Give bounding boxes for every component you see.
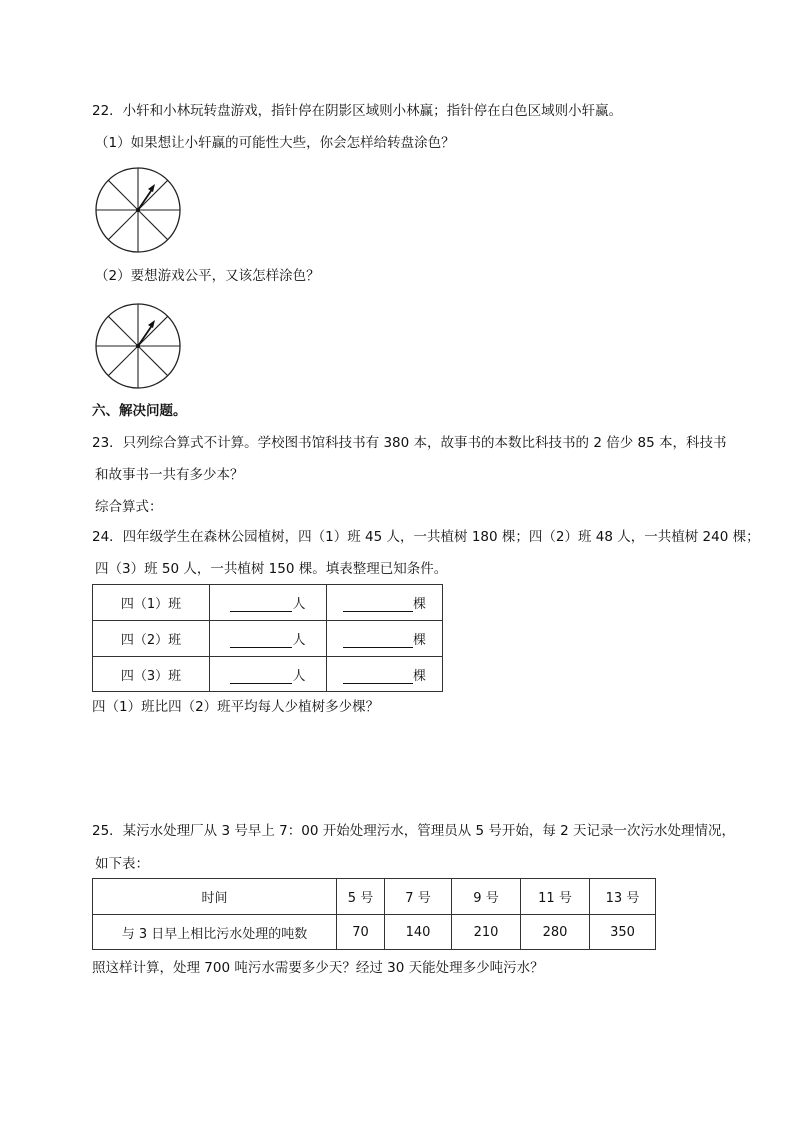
- q25-header-cell: 9 号: [452, 879, 521, 915]
- q24-line2: 四（3）班 50 人，一共植树 150 棵。填表整理已知条件。: [95, 561, 448, 577]
- section-title: 六、解决问题。: [92, 403, 187, 419]
- q25-header-cell: 时间: [93, 879, 337, 915]
- q24-line1: 24．四年级学生在森林公园植树，四（1）班 45 人，一共植树 180 棵；四（2）班 48 人，一共植树 240 棵；: [92, 529, 760, 545]
- q24-people-blank[interactable]: [230, 597, 292, 612]
- q24-people-cell[interactable]: [210, 621, 327, 657]
- q24-trees-unit: 棵: [412, 633, 426, 648]
- q24-people-unit: 人: [292, 668, 306, 684]
- q24-people-cell[interactable]: [210, 585, 327, 621]
- q24-trees-cell[interactable]: [327, 657, 443, 692]
- q24-people-blank[interactable]: [230, 669, 292, 684]
- q22-part2: （2）要想游戏公平，又该怎样涂色？: [95, 268, 320, 284]
- q23-line2: 和故事书一共有多少本？: [95, 467, 244, 483]
- q23-line1: 23．只列综合算式不计算。学校图书馆科技书有 380 本，故事书的本数比科技书的 2 倍少 85 本，科技书: [92, 435, 727, 451]
- spinner-wheel-1: [93, 165, 183, 255]
- q24-people-unit: 人: [292, 597, 306, 612]
- q25-data-cell: 140: [385, 915, 452, 950]
- q23-formula-label: 综合算式：: [95, 499, 163, 515]
- q25-line2: 如下表：: [95, 856, 149, 872]
- q24-row: [93, 657, 443, 692]
- q24-class-cell: 四（1）班: [93, 585, 210, 621]
- q25-table: [92, 878, 656, 950]
- q24-trees-cell[interactable]: [327, 585, 443, 621]
- q24-people-unit: 人: [292, 633, 306, 648]
- q25-line1: 25．某污水处理厂从 3 号早上 7：00 开始处理污水，管理员从 5 号开始，每 2 天记录一次污水处理情况，: [92, 823, 736, 839]
- q24-trees-cell[interactable]: [327, 621, 443, 657]
- q25-header-cell: 7 号: [385, 879, 452, 915]
- q24-trees-blank[interactable]: [343, 597, 413, 612]
- q24-people-blank[interactable]: [230, 633, 292, 648]
- q24-class-cell: 四（2）班: [93, 621, 210, 657]
- q24-table: [92, 584, 443, 692]
- q25-header-cell: 11 号: [521, 879, 590, 915]
- q25-question: 照这样计算，处理 700 吨污水需要多少天？经过 30 天能处理多少吨污水？: [92, 960, 544, 976]
- q25-data-row: [93, 915, 656, 950]
- q25-header-cell: 13 号: [590, 879, 656, 915]
- q22-part1: （1）如果想让小轩赢的可能性大些，你会怎样给转盘涂色？: [95, 135, 455, 151]
- q24-trees-unit: 棵: [412, 597, 426, 612]
- q24-trees-blank[interactable]: [343, 633, 413, 648]
- q25-data-cell: 280: [521, 915, 590, 950]
- q24-trees-unit: 棵: [412, 668, 426, 684]
- q24-people-cell[interactable]: [210, 657, 327, 692]
- q24-trees-blank[interactable]: [343, 669, 413, 684]
- q25-data-cell: 350: [590, 915, 656, 950]
- q24-class-cell: 四（3）班: [93, 657, 210, 692]
- q24-row: [93, 585, 443, 621]
- q25-row-label: 与 3 日早上相比污水处理的吨数: [93, 915, 337, 950]
- q25-data-cell: 210: [452, 915, 521, 950]
- q24-question: 四（1）班比四（2）班平均每人少植树多少棵？: [92, 699, 380, 715]
- q22-stem: 22．小轩和小林玩转盘游戏，指针停在阴影区域则小林赢；指针停在白色区域则小轩赢。: [92, 103, 623, 119]
- q24-row: [93, 621, 443, 657]
- spinner-wheel-2: [93, 301, 183, 391]
- q25-header-row: [93, 879, 656, 915]
- q25-header-cell: 5 号: [337, 879, 385, 915]
- q25-data-cell: 70: [337, 915, 385, 950]
